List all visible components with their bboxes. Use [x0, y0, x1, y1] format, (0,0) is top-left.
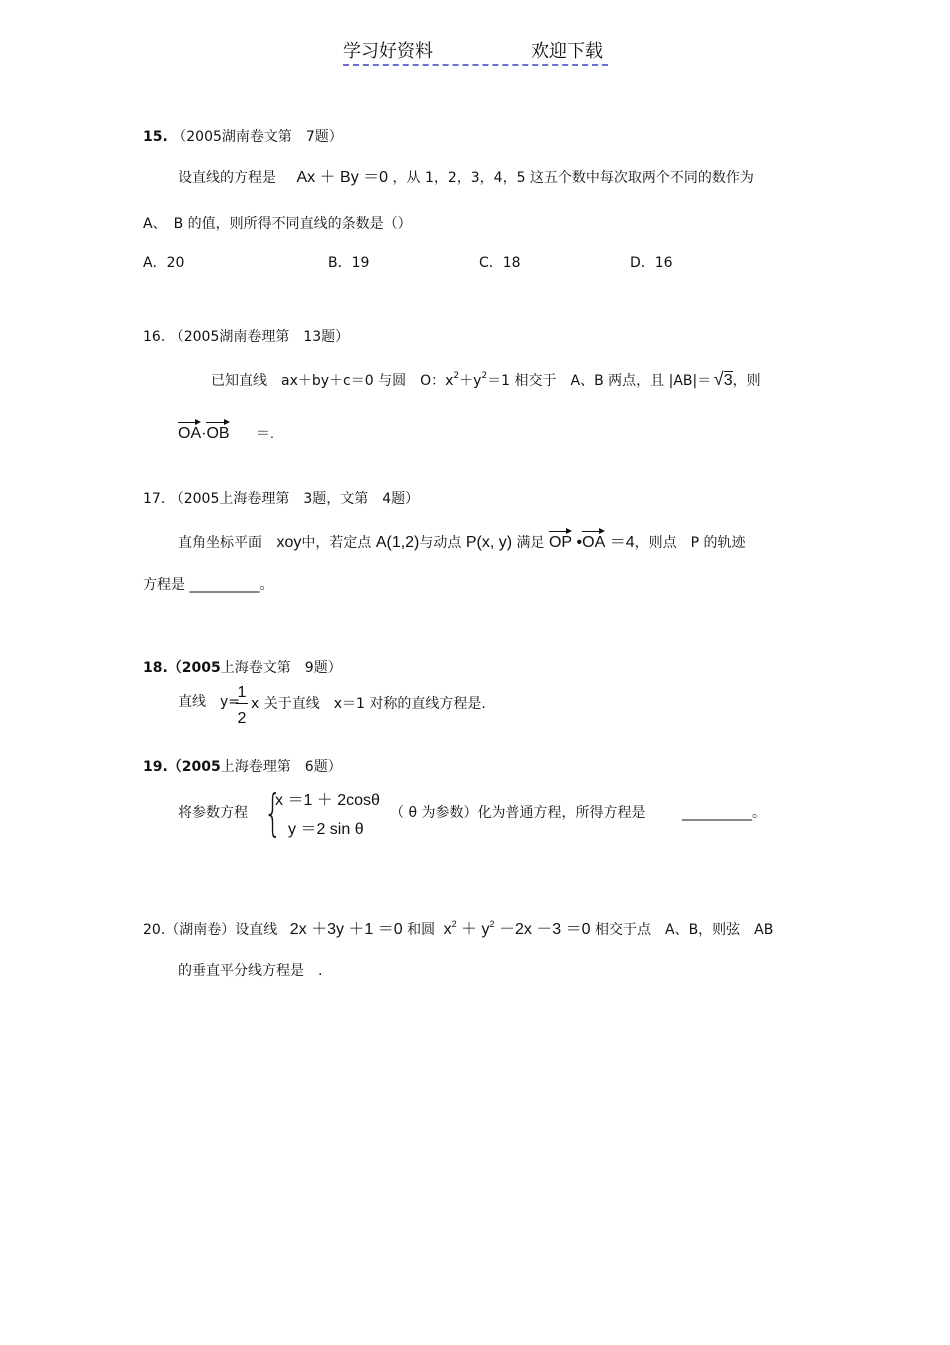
exponent: 2	[453, 371, 460, 381]
problem-number: 19	[143, 759, 163, 775]
option-b: B．19	[328, 255, 370, 271]
vector-oa: OA	[582, 534, 606, 551]
header-right: 欢迎下载	[531, 41, 603, 62]
dot-operator: •	[576, 534, 583, 551]
equation: ＝4	[609, 534, 635, 551]
header-underline	[343, 64, 608, 66]
sqrt-expression	[716, 373, 733, 389]
problem-text: 与动点	[419, 535, 462, 551]
system-equation-1: x ＝1 ＋ 2cosθ	[275, 792, 380, 809]
problem-text: （ θ 为参数）化为普通方程，所得方程是	[390, 805, 646, 821]
problem-source: （2005湖南卷文第 7题）	[172, 129, 343, 145]
header-left: 学习好资料	[343, 41, 433, 62]
problem-source-year: .（2005	[162, 660, 221, 676]
exponent: 2	[451, 919, 457, 929]
problem-source: 上海卷文第 9题）	[220, 660, 342, 676]
problem-text: ＝.	[256, 425, 274, 441]
fraction-bar	[236, 703, 248, 704]
problem-text: 相交于点 A、B，则弦 AB	[595, 922, 774, 938]
problem-text: A、 B 的值，则所得不同直线的条数是（）	[143, 216, 412, 232]
problem-text: 设直线的方程是	[178, 170, 276, 186]
problem-text: 方程是 __________。	[143, 577, 274, 593]
problem-text: 已知直线 ax＋by＋c＝0 与圆 O：x	[211, 373, 454, 389]
math-symbol: －2x －3 ＝0	[498, 921, 591, 938]
system-equation-2: y ＝2 sin θ	[288, 821, 364, 838]
problem-text: 直线 y=	[178, 694, 241, 710]
problem-text: 中，若定点	[301, 535, 372, 551]
problem-text: 的垂直平分线方程是 .	[178, 963, 323, 979]
math-point: A(1,2)	[375, 534, 420, 551]
problem-text: 直角坐标平面	[178, 535, 262, 551]
problem-text: x 关于直线 x＝1 对称的直线方程是.	[251, 696, 486, 712]
option-a: A．20	[143, 255, 185, 271]
problem-text: ＝1 相交于 A、B 两点，且 |AB|＝	[487, 373, 712, 389]
problem-number: 17.	[143, 491, 166, 507]
left-brace: {	[264, 784, 282, 842]
problem-text: ，则	[732, 373, 761, 389]
problem-text: ，从 1，2，3，4，5 这五个数中每次取两个不同的数作为	[392, 170, 754, 186]
problem-text: ＋y	[459, 373, 482, 389]
problem-source: 上海卷理第 6题）	[220, 759, 342, 775]
problem-source-year: .（2005	[162, 759, 221, 775]
math-symbol: xoy	[276, 534, 302, 551]
problem-source: （2005上海卷理第 3题，文第 4题）	[169, 491, 420, 507]
problem-number: 16.	[143, 329, 166, 345]
problem-text: 将参数方程	[178, 805, 248, 821]
equation: Ax ＋ By ＝0	[296, 169, 389, 186]
problem-text: ，则点 P 的轨迹	[634, 535, 746, 551]
problem-number: 20.	[143, 922, 166, 938]
problem-number: 18	[143, 660, 163, 676]
fraction-numerator: 1	[237, 684, 247, 701]
problem-text: 和圆	[407, 922, 436, 938]
equation	[444, 921, 591, 938]
exponent: 2	[489, 919, 495, 929]
option-c: C．18	[479, 255, 521, 271]
option-d: D．16	[630, 255, 673, 271]
vector-oa: OA	[178, 425, 202, 442]
math-symbol: ＋ y	[461, 921, 490, 938]
dot-operator: ·	[201, 425, 207, 442]
exponent: 2	[481, 371, 488, 381]
fraction-denominator: 2	[237, 710, 247, 727]
answer-blank: __________。	[682, 805, 766, 821]
problem-source: （2005湖南卷理第 13题）	[169, 329, 350, 345]
sqrt-value: 3	[723, 372, 733, 389]
problem-text: （湖南卷）设直线	[165, 922, 278, 938]
math-point: P(x, y)	[465, 534, 513, 551]
problem-number: 15.	[143, 129, 168, 145]
problem-text: 满足	[516, 535, 545, 551]
vector-ob: OB	[206, 425, 230, 442]
math-symbol: x	[443, 921, 452, 938]
vector-op: OP	[548, 534, 573, 551]
equation: 2x ＋3y ＋1 ＝0	[289, 921, 403, 938]
